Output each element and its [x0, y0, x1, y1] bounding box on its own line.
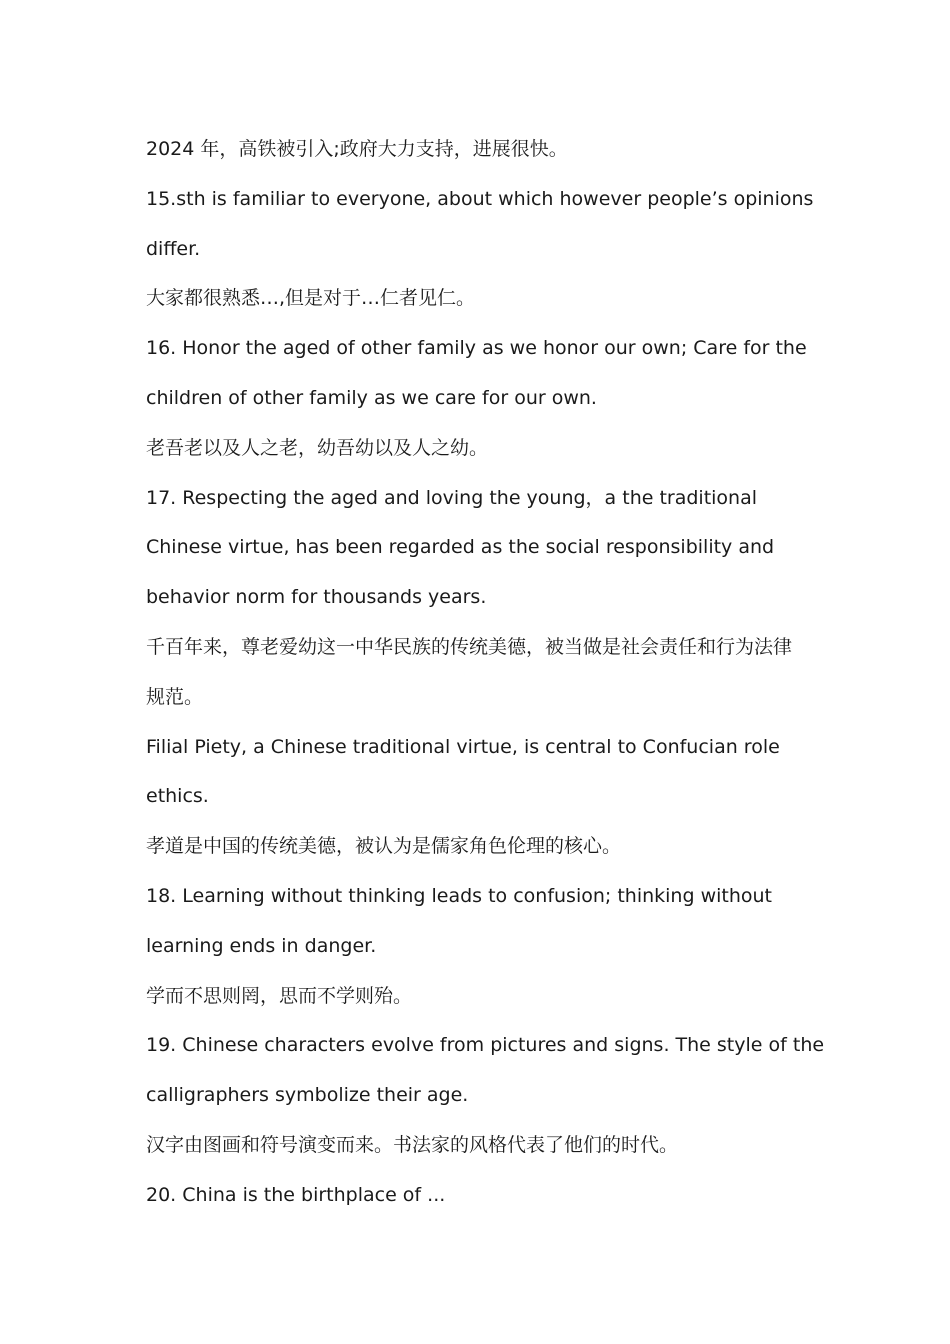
text-line-22: 20. China is the birthplace of ...: [146, 1183, 446, 1206]
text-line-11: 千百年来，尊老爱幼这一中华民族的传统美德，被当做是社会责任和行为法律: [146, 635, 793, 658]
text-line-12: 规范。: [146, 685, 204, 708]
text-line-19: 19. Chinese characters evolve from pictures and signs. The style of the: [146, 1034, 825, 1057]
text-line-14: ethics.: [146, 785, 209, 808]
text-line-17: learning ends in danger.: [146, 934, 377, 957]
text-line-16: 18. Learning without thinking leads to confusion; thinking without: [146, 884, 772, 907]
text-line-2: 15.sth is familiar to everyone, about which however people’s opinions: [146, 187, 814, 210]
text-line-8: 17. Respecting the aged and loving the young，a the traditional: [146, 486, 758, 509]
text-line-9: Chinese virtue, has been regarded as the social responsibility and: [146, 536, 775, 559]
text-line-1: 2024 年，高铁被引入;政府大力支持，进展很快。: [146, 138, 568, 160]
text-line-3: differ.: [146, 237, 201, 260]
document-body: [146, 125, 825, 1221]
text-line-5: 16. Honor the aged of other family as we honor our own; Care for the: [146, 337, 807, 360]
text-line-20: calligraphers symbolize their age.: [146, 1084, 469, 1107]
text-line-7: 老吾老以及人之老，幼吾幼以及人之幼。: [146, 436, 489, 459]
text-line-15: 孝道是中国的传统美德，被认为是儒家角色伦理的核心。: [146, 835, 622, 858]
text-line-10: behavior norm for thousands years.: [146, 586, 487, 609]
text-line-18: 学而不思则罔，思而不学则殆。: [146, 984, 413, 1007]
text-line-21: 汉字由图画和符号演变而来。书法家的风格代表了他们的时代。: [146, 1133, 679, 1156]
text-line-13: Filial Piety, a Chinese traditional virtue, is central to Confucian role: [146, 735, 780, 758]
text-line-4: 大家都很熟悉…,但是对于…仁者见仁。: [146, 287, 476, 310]
text-line-6: children of other family as we care for our own.: [146, 386, 597, 409]
